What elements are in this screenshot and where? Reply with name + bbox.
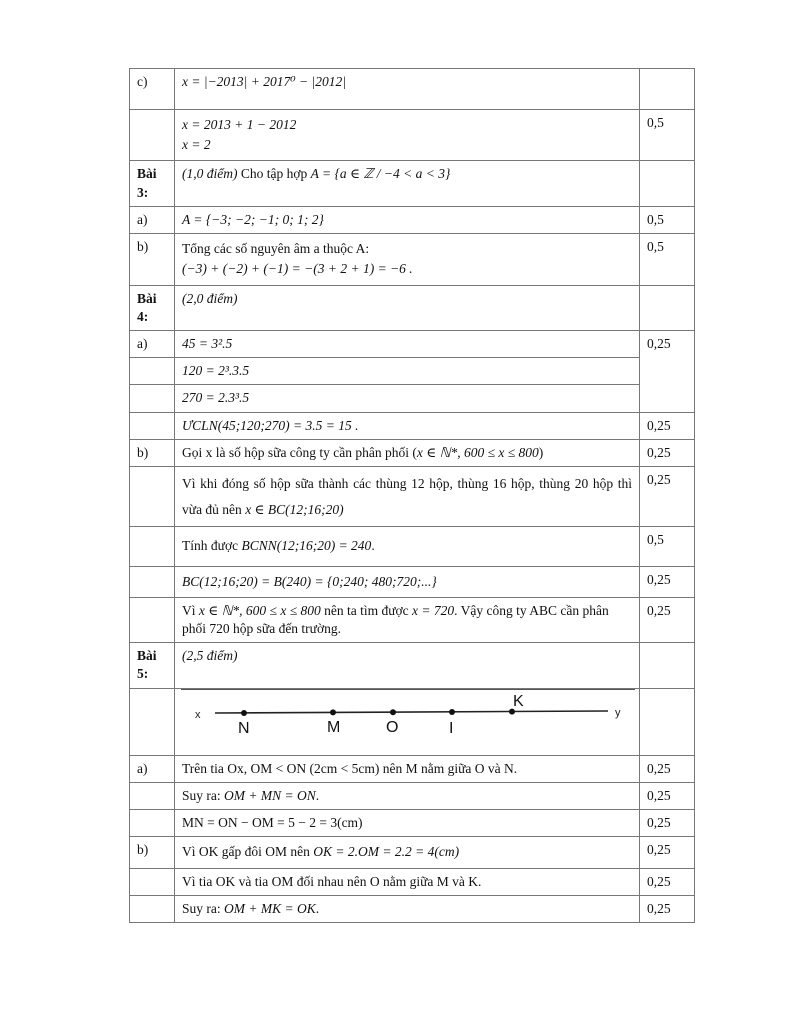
points-note: (1,0 điểm) [182, 166, 238, 182]
row-text: Suy ra: [182, 787, 224, 803]
row-score: 0,25 [640, 330, 695, 412]
row-suffix: . [371, 538, 375, 554]
row-score: 0,25 [640, 566, 695, 597]
table-row [130, 837, 695, 868]
math-expression: A = {−3; −2; −1; 0; 1; 2} [182, 211, 324, 227]
row-score: 0,25 [640, 837, 695, 868]
point-n [241, 710, 247, 716]
row-text: nên ta tìm được [320, 602, 413, 618]
table-row [130, 285, 695, 330]
math-expression: BCNN(12;16;20) = 240 [241, 538, 372, 554]
row-label: Bài 5: [130, 643, 175, 688]
table-row [130, 868, 695, 895]
row-label [130, 358, 175, 385]
row-content [175, 895, 640, 922]
row-text: Gọi x là số hộp sữa công ty cần phân phối ( [182, 444, 417, 460]
row-text: Vì [182, 602, 199, 618]
table-row [130, 234, 695, 285]
table-row [130, 206, 695, 233]
math-expression: x ∈ ℕ*, 600 ≤ x ≤ 800 [198, 602, 321, 618]
point-label-n: N [238, 719, 250, 737]
line-xy [215, 711, 608, 713]
grading-table [129, 68, 695, 923]
row-label: a) [130, 330, 175, 357]
table-row [130, 755, 695, 782]
table-row [130, 439, 695, 466]
row-score: 0,25 [640, 810, 695, 837]
row-label: Bài 3: [130, 161, 175, 206]
row-score: 0,25 [640, 868, 695, 895]
row-label [130, 810, 175, 837]
table-row [130, 412, 695, 439]
row-content [175, 467, 640, 527]
row-score: 0,25 [640, 439, 695, 466]
row-text: Vì khi đóng số hộp sữa thành các thùng 12 hộp, thùng 16 hộp, thùng 20 hộp thì vừa đủ nên [182, 476, 632, 517]
row-score: 0,25 [640, 597, 695, 642]
math-expression: OM + MN = ON [224, 787, 316, 803]
row-score: 0,25 [640, 755, 695, 782]
points-note: (2,5 điểm) [182, 648, 238, 664]
row-text: Suy ra: [182, 900, 224, 916]
row-content [175, 358, 640, 385]
point-label-k: K [513, 692, 524, 710]
row-content [175, 234, 640, 285]
row-score: 0,5 [640, 206, 695, 233]
math-expression: ƯCLN(45;120;270) = 3.5 = 15 . [182, 417, 359, 433]
row-content [175, 597, 640, 642]
row-text: Tổng các số nguyên âm a thuộc A: [182, 241, 370, 257]
row-suffix: . [315, 900, 320, 916]
row-score [640, 69, 695, 110]
row-label: b) [130, 837, 175, 868]
table-row [130, 69, 695, 110]
end-label-y: y [615, 706, 621, 719]
math-expression: x = |−2013| + 2017⁰ − |2012| [182, 74, 346, 89]
row-label: b) [130, 234, 175, 285]
math-expression: OM + MK = OK [224, 900, 316, 916]
row-content [175, 385, 640, 412]
row-score [640, 688, 695, 755]
math-expression: 270 = 2.3³.5 [182, 390, 250, 406]
ray-diagram [175, 689, 641, 755]
row-content [175, 810, 640, 837]
row-label [130, 385, 175, 412]
row-score [640, 161, 695, 206]
table-row [130, 643, 695, 688]
table-row [130, 330, 695, 357]
row-suffix: . Vậy công ty ABC cần phân phối 720 hộp sữa đến trường. [182, 602, 609, 636]
row-label: a) [130, 755, 175, 782]
row-content [175, 439, 640, 466]
row-score: 0,25 [640, 467, 695, 527]
point-o [390, 709, 396, 715]
row-content [175, 69, 640, 110]
point-i [449, 709, 455, 715]
point-label-i: I [449, 719, 454, 737]
point-label-m: M [327, 718, 341, 736]
row-score: 0,25 [640, 782, 695, 809]
row-content [175, 206, 640, 233]
math-expression: x = 720 [412, 602, 455, 618]
table-row [130, 895, 695, 922]
math-expression: x = 2013 + 1 − 2012 [182, 117, 297, 132]
row-content [175, 782, 640, 809]
row-text: Vì OK gấp đôi OM nên [182, 844, 314, 860]
row-score: 0,5 [640, 234, 695, 285]
row-content [175, 755, 640, 782]
table-row [130, 810, 695, 837]
row-content [175, 412, 640, 439]
row-content [175, 285, 640, 330]
row-content [175, 566, 640, 597]
math-expression: x ∈ BC(12;16;20) [245, 501, 344, 517]
row-score [640, 643, 695, 688]
table-row [130, 597, 695, 642]
row-label [130, 412, 175, 439]
row-content [175, 161, 640, 206]
row-label [130, 688, 175, 755]
math-expression: 120 = 2³.3.5 [182, 363, 250, 379]
table-row [130, 688, 695, 755]
row-label [130, 782, 175, 809]
row-label: Bài 4: [130, 285, 175, 330]
row-text: Trên tia Ox, OM < ON (2cm < 5cm) nên M nằm giữa O và N. [182, 760, 518, 776]
row-label [130, 597, 175, 642]
row-content [175, 868, 640, 895]
math-expression: x ∈ ℕ*, 600 ≤ x ≤ 800 [416, 444, 539, 460]
point-label-o: O [386, 718, 399, 736]
table-row [130, 527, 695, 566]
table-row [130, 161, 695, 206]
row-label [130, 868, 175, 895]
math-expression: BC(12;16;20) = B(240) = {0;240; 480;720;...} [182, 573, 437, 589]
row-score: 0,25 [640, 412, 695, 439]
row-label: a) [130, 206, 175, 233]
row-label [130, 527, 175, 566]
end-label-x: x [195, 708, 201, 721]
row-score: 0,25 [640, 895, 695, 922]
math-expression: 45 = 3².5 [182, 335, 233, 351]
table-row [130, 385, 695, 412]
row-text: Vì tia OK và tia OM đối nhau nên O nằm giữa M và K. [182, 873, 482, 889]
row-content [175, 527, 640, 566]
row-content [175, 110, 640, 161]
table-row [130, 358, 695, 385]
table-row [130, 110, 695, 161]
row-suffix: . [315, 787, 320, 803]
row-text: Cho tập hợp [237, 166, 311, 182]
row-label: b) [130, 439, 175, 466]
table-row [130, 782, 695, 809]
table-row [130, 467, 695, 527]
row-suffix: ) [538, 444, 544, 460]
row-score [640, 285, 695, 330]
table-row [130, 566, 695, 597]
row-content [175, 330, 640, 357]
math-expression: (−3) + (−2) + (−1) = −(3 + 2 + 1) = −6 . [182, 261, 413, 277]
math-expression: MN = ON − OM = 5 − 2 = 3(cm) [182, 815, 363, 831]
row-text: Tính được [182, 538, 242, 554]
row-score: 0,5 [640, 527, 695, 566]
row-label [130, 895, 175, 922]
row-content [175, 688, 640, 755]
math-expression: OK = 2.OM = 2.2 = 4(cm) [313, 844, 460, 860]
points-note: (2,0 điểm) [182, 290, 238, 306]
row-content [175, 837, 640, 868]
row-label [130, 110, 175, 161]
row-label [130, 467, 175, 527]
row-content [175, 643, 640, 688]
row-label [130, 566, 175, 597]
row-score: 0,5 [640, 110, 695, 161]
point-m [330, 709, 336, 715]
math-expression: A = {a ∈ ℤ / −4 < a < 3} [310, 166, 451, 182]
row-label: c) [130, 69, 175, 110]
math-expression: x = 2 [182, 137, 211, 153]
